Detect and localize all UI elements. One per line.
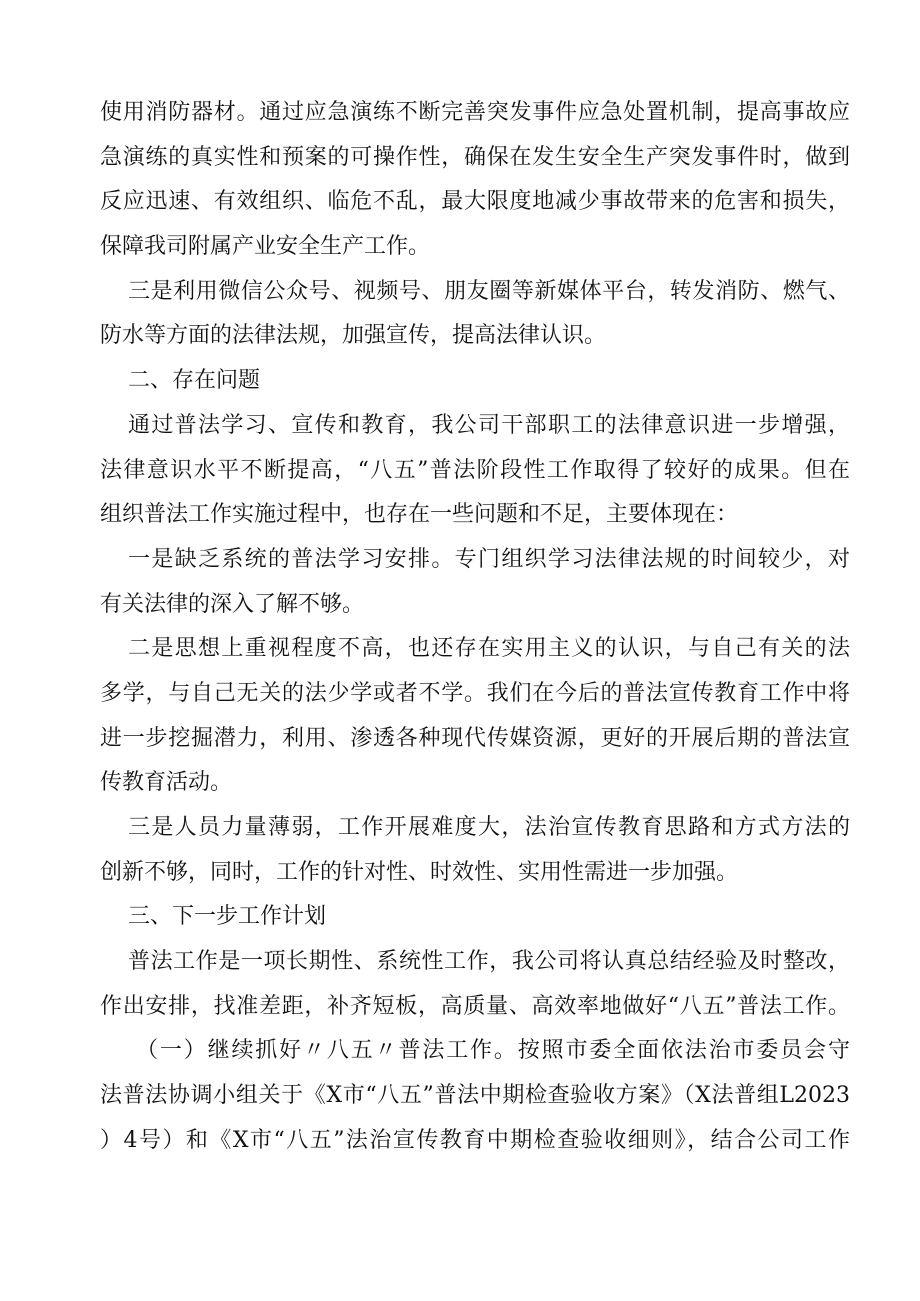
- text-line: 创新不够，同时，工作的针对性、时效性、实用性需进一步加强。: [100, 859, 739, 885]
- text-line: 通过普法学习、宣传和教育，我公司干部职工的法律意识进一步增强，: [128, 412, 850, 438]
- text-line: 法普法协调小组关于《X市“八五”普法中期检查验收方案》（X法普组L2023: [100, 1083, 850, 1109]
- text-line: 二是思想上重视程度不高，也还存在实用主义的认识，与自己有关的法: [128, 636, 850, 662]
- text-line: 三、下一步工作计划: [128, 904, 327, 930]
- text-line: 使用消防器材。通过应急演练不断完善突发事件应急处置机制，提高事故应: [100, 100, 850, 125]
- text-line: 二、存在问题: [128, 368, 261, 394]
- text-line: 作出安排，找准差距，补齐短板，高质量、高效率地做好“八五”普法工作。: [100, 993, 850, 1019]
- text-line: ）4号）和《X市“八五”法治宣传教育中期检查验收细则》，结合公司工作: [100, 1127, 850, 1153]
- text-line: （一）继续抓好〃八五〃普法工作。按照市委全面依法治市委员会守: [136, 1038, 850, 1064]
- text-line: 反应迅速、有效组织、临危不乱，最大限度地减少事故带来的危害和损失，: [100, 189, 850, 215]
- text-line: 进一步挖掘潜力，利用、渗透各种现代传媒资源，更好的开展后期的普法宣: [100, 725, 850, 751]
- text-line: 普法工作是一项长期性、系统性工作，我公司将认真总结经验及时整改，: [128, 949, 850, 975]
- text-line: 法律意识水平不断提高，“八五”普法阶段性工作取得了较好的成果。但在: [100, 457, 850, 483]
- text-line: 一是缺乏系统的普法学习安排。专门组织学习法律法规的时间较少，对: [128, 546, 850, 572]
- text-line: 传教育活动。: [100, 770, 233, 796]
- text-line: 三是利用微信公众号、视频号、朋友圈等新媒体平台，转发消防、燃气、: [128, 278, 850, 304]
- text-line: 多学，与自己无关的法少学或者不学。我们在今后的普法宣传教育工作中将: [100, 680, 850, 706]
- document-page: [100, 97, 850, 1170]
- text-line: 防水等方面的法律法规，加强宣传，提高法律认识。: [100, 323, 607, 349]
- text-line: 保障我司附属产业安全生产工作。: [100, 234, 431, 260]
- text-line: 组织普法工作实施过程中，也存在一些问题和不足，主要体现在：: [100, 502, 739, 528]
- text-line: 急演练的真实性和预案的可操作性，确保在发生安全生产突发事件时，做到: [100, 144, 850, 170]
- text-line: 有关法律的深入了解不够。: [100, 591, 365, 617]
- text-line: 三是人员力量薄弱，工作开展难度大，法治宣传教育思路和方式方法的: [128, 815, 850, 840]
